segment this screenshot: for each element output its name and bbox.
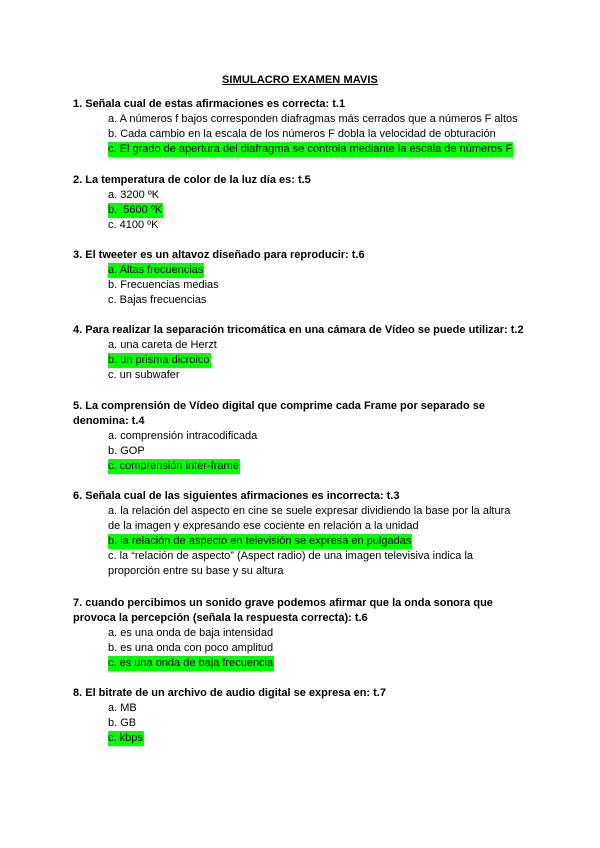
page-title: SIMULACRO EXAMEN MAVIS (221, 74, 378, 86)
question-2 (73, 173, 543, 233)
option-a: a. A números f bajos corresponden diafragmas más cerrados que a números F altos (108, 113, 518, 125)
option-c: c. Bajas frecuencias (108, 294, 207, 306)
question-8 (73, 686, 543, 746)
question-text: 1. Señala cual de estas afirmaciones es correcta: t.1 (73, 98, 346, 110)
option-c-highlighted: c. es una onda de baja frecuencia (108, 657, 274, 669)
option-a: a. es una onda de baja intensidad (108, 627, 274, 639)
option-c: c. la “relación de aspecto” (Aspect radio) de una imagen televisiva indica la proporción entre su base y su altura (108, 550, 474, 577)
option-a: a. la relación del aspecto en cine se suele expresar dividiendo la base por la altura de la imagen y expresando ese cociente en relación a la unidad (108, 505, 511, 532)
question-text: 6. Señala cual de las siguientes afirmaciones es incorrecta: t.3 (73, 490, 400, 502)
question-text: 8. El bitrate de un archivo de audio digital se expresa en: t.7 (73, 687, 386, 699)
question-text: 7. cuando percibimos un sonido grave podemos afirmar que la onda sonora que provoca la percepción (señala la respuesta correcta): t.6 (73, 597, 493, 624)
option-a: a. comprensión intracodificada (108, 430, 258, 442)
option-b: b. es una onda con poco amplitud (108, 642, 274, 654)
option-a-highlighted: a. Altas frecuencias (108, 264, 204, 276)
option-c-highlighted: c. El grado de apertura del diafragma se controla mediante la escala de números F (108, 143, 513, 155)
option-b-highlighted: b. la relación de aspecto en televisión se expresa en pulgadas (108, 535, 412, 547)
question-7 (73, 596, 508, 671)
question-5 (73, 399, 493, 474)
option-c: c. un subwafer (108, 369, 180, 381)
option-b: b. GOP (108, 445, 145, 457)
option-b: b. Frecuencias medias (108, 279, 219, 291)
question-text: 4. Para realizar la separación tricomática en una cámara de Vídeo se puede utilizar: t.2 (73, 324, 524, 336)
question-1 (73, 97, 543, 157)
option-a: a. 3200 ºK (108, 189, 160, 201)
option-c: c. 4100 ºK (108, 219, 159, 231)
option-b: b. Cada cambio en la escala de los números F dobla la velocidad de obturación (108, 128, 496, 140)
option-c-highlighted: c. comprensión inter-frame (108, 460, 239, 472)
option-b-highlighted: b. 5600 ºK (108, 204, 163, 216)
option-c-highlighted: c. kbps (108, 732, 143, 744)
question-text: 3. El tweeter es un altavoz diseñado para reproducir: t.6 (73, 249, 365, 261)
question-6 (73, 489, 543, 579)
option-a: a. una careta de Herzt (108, 339, 217, 351)
question-4 (73, 323, 543, 383)
option-b-highlighted: b. un prisma dicroico (108, 354, 210, 366)
option-a: a. MB (108, 702, 137, 714)
question-text: 2. La temperatura de color de la luz día es: t.5 (73, 174, 311, 186)
option-b: b. GB (108, 717, 137, 729)
question-text: 5. La comprensión de Vídeo digital que comprime cada Frame por separado se denomina: t.4 (73, 400, 486, 427)
question-3 (73, 248, 543, 308)
